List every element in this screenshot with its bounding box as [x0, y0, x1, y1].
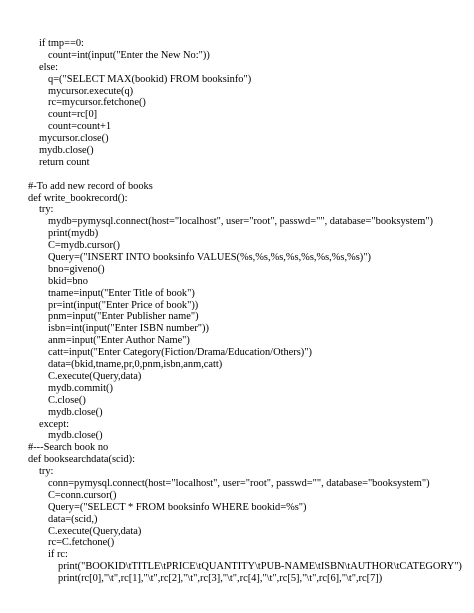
code-line	[0, 193, 474, 205]
code-line	[0, 395, 474, 407]
code-line-text: count=count+1	[48, 121, 112, 133]
code-line	[0, 537, 474, 549]
code-line	[0, 264, 474, 276]
code-line	[0, 430, 474, 442]
code-line	[0, 74, 474, 86]
code-line	[0, 549, 474, 561]
code-line	[0, 181, 474, 193]
code-line	[0, 276, 474, 288]
code-line	[0, 407, 474, 419]
code-line-text: #---Search book no	[28, 442, 109, 454]
code-line-text: q=("SELECT MAX(bookid) FROM booksinfo")	[48, 73, 252, 85]
code-line-text: bno=giveno()	[48, 263, 105, 275]
code-line	[0, 561, 474, 573]
code-line-text: C.execute(Query,data)	[48, 370, 142, 382]
code-line	[0, 311, 474, 323]
code-line-text: Query=("INSERT INTO booksinfo VALUES(%s,%s,%s,%s,%s,%s,%s,%s)")	[48, 252, 371, 264]
code-line-text: C=mydb.cursor()	[48, 240, 120, 252]
code-line	[0, 133, 474, 145]
code-line	[0, 502, 474, 514]
code-line-text: def write_bookrecord():	[28, 192, 128, 204]
code-line-text: #-To add new record of books	[28, 180, 153, 192]
code-line-text: mydb.commit()	[48, 382, 113, 394]
code-line-text: isbn=int(input("Enter ISBN number"))	[48, 323, 209, 335]
code-line-text: C=conn.cursor()	[48, 489, 117, 501]
code-line	[0, 288, 474, 300]
code-line-text: return count	[39, 156, 90, 168]
code-line	[0, 419, 474, 431]
code-line-text: rc=C.fetchone()	[48, 537, 115, 549]
code-line	[0, 359, 474, 371]
code-line	[0, 442, 474, 454]
code-line	[0, 216, 474, 228]
code-line	[0, 300, 474, 312]
code-line-text: pr=int(input("Enter Price of book"))	[48, 299, 199, 311]
code-line	[0, 228, 474, 240]
code-line	[0, 169, 474, 181]
code-line-text: count=int(input("Enter the New No:"))	[48, 49, 210, 61]
code-line-text: mycursor.execute(q)	[48, 85, 134, 97]
code-line-text: tname=input("Enter Title of book")	[48, 287, 195, 299]
code-line	[0, 62, 474, 74]
code-line	[0, 109, 474, 121]
code-line-text: mydb=pymysql.connect(host="localhost", user="root", passwd="", database="booksystem")	[48, 216, 433, 228]
code-line	[0, 383, 474, 395]
code-line-text: anm=input("Enter Author Name")	[48, 335, 190, 347]
code-line-text: except:	[39, 418, 69, 430]
code-line	[0, 121, 474, 133]
code-line	[0, 157, 474, 169]
code-line	[0, 145, 474, 157]
code-line-text: try:	[39, 466, 54, 478]
code-line-text: Query=("SELECT * FROM booksinfo WHERE bookid=%s")	[48, 501, 307, 513]
code-line-text: C.close()	[48, 394, 86, 406]
code-line-text: mydb.close()	[39, 145, 94, 157]
code-line	[0, 526, 474, 538]
code-line	[0, 573, 474, 585]
code-line	[0, 86, 474, 98]
code-line	[0, 335, 474, 347]
code-listing	[0, 38, 474, 585]
code-line-text: catt=input("Enter Category(Fiction/Drama/Education/Others)")	[48, 347, 312, 359]
code-line-text: if rc:	[48, 549, 68, 561]
code-line	[0, 347, 474, 359]
code-line	[0, 514, 474, 526]
code-line-text: bkid=bno	[48, 275, 88, 287]
code-line	[0, 454, 474, 466]
code-line-text: print(mydb)	[48, 228, 99, 240]
code-line	[0, 97, 474, 109]
code-line-text: pnm=input("Enter Publisher name")	[48, 311, 199, 323]
code-line	[0, 50, 474, 62]
code-line	[0, 323, 474, 335]
code-line-text: conn=pymysql.connect(host="localhost", user="root", passwd="", database="booksystem")	[48, 477, 430, 489]
code-line-text: try:	[39, 204, 54, 216]
code-line	[0, 240, 474, 252]
code-line-text: C.execute(Query,data)	[48, 525, 142, 537]
code-line-text: def booksearchdata(scid):	[28, 454, 136, 466]
code-line	[0, 252, 474, 264]
code-line-text: print("BOOKID\tTITLE\tPRICE\tQUANTITY\tPUB-NAME\tISBN\tAUTHOR\tCATEGORY")	[58, 561, 462, 573]
code-line-text: count=rc[0]	[48, 109, 98, 121]
code-line-text: mycursor.close()	[39, 133, 109, 145]
code-line	[0, 38, 474, 50]
code-line	[0, 490, 474, 502]
code-line-text: else:	[39, 61, 59, 73]
code-line-text: print(rc[0],"\t",rc[1],"\t",rc[2],"\t",rc[3],"\t",rc[4],"\t",rc[5],"\t",rc[6],"\t",rc[7])	[58, 573, 383, 585]
code-line-text: rc=mycursor.fetchone()	[48, 97, 146, 109]
code-line-text: data=(scid,)	[48, 513, 98, 525]
code-line	[0, 371, 474, 383]
code-line	[0, 478, 474, 490]
code-line-text: data=(bkid,tname,pr,0,pnm,isbn,anm,catt)	[48, 359, 223, 371]
code-line	[0, 466, 474, 478]
code-line-text: mydb.close()	[48, 406, 103, 418]
code-line-text: if tmp==0:	[39, 38, 84, 49]
code-line-text: mydb.close()	[48, 430, 103, 442]
code-line	[0, 204, 474, 216]
